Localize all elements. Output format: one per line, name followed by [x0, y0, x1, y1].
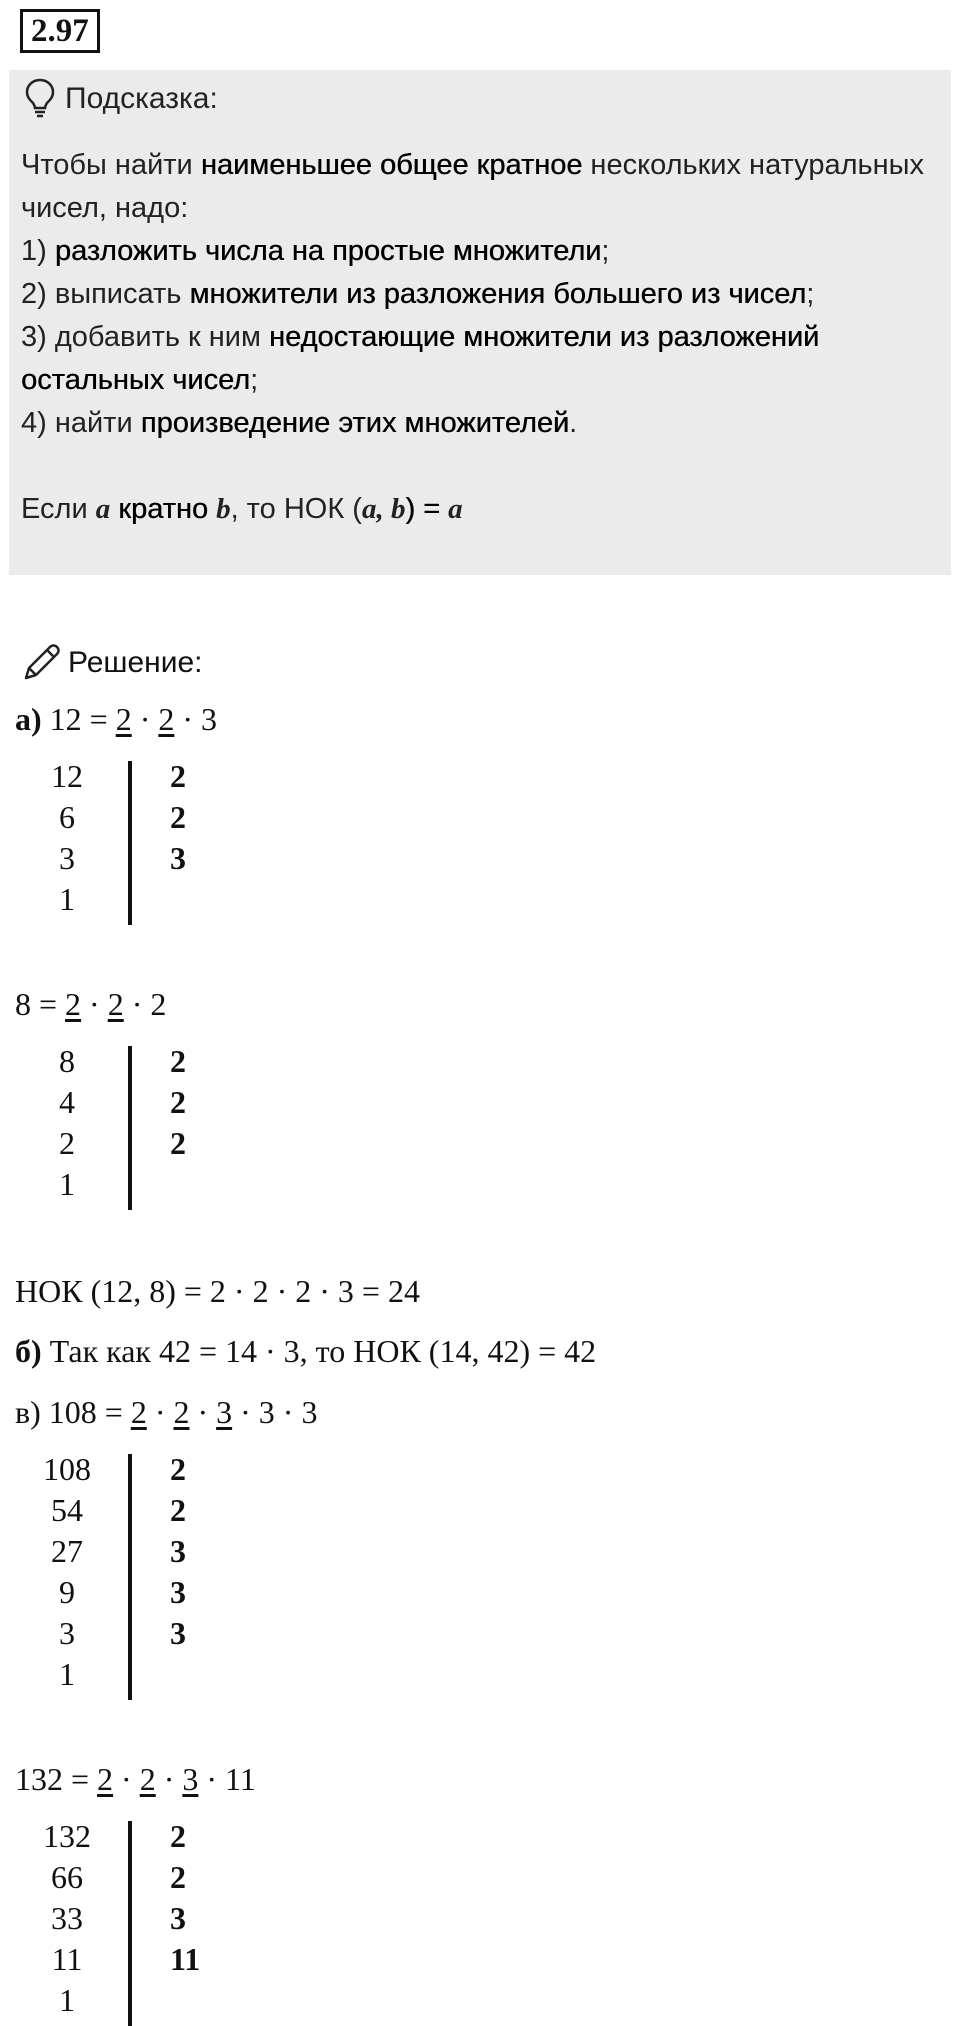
part-label: в): [15, 1394, 41, 1430]
hint-step: [21, 402, 941, 445]
underlined-factor: 2: [158, 701, 175, 737]
eq-text: Так как 42 = 14 · 3, то НОК (14, 42) = 42: [41, 1333, 597, 1369]
hint-text: ;: [806, 278, 815, 310]
quotient: 108: [43, 1451, 91, 1487]
quotient: 1: [59, 1656, 75, 1692]
eq-text: ·: [131, 701, 159, 737]
rule-var: a: [448, 493, 463, 525]
prime-divisor: 2: [170, 758, 186, 794]
rule-var: b: [390, 493, 406, 525]
underlined-factor: 2: [139, 1761, 156, 1797]
rule-var: a: [361, 493, 377, 525]
hint-body: [21, 144, 941, 531]
division-bar: [128, 1046, 132, 1210]
lightbulb-icon: [23, 76, 57, 118]
hint-text: Чтобы найти: [21, 149, 201, 181]
pencil-icon: [20, 640, 64, 684]
prime-divisor: 11: [170, 1941, 201, 1977]
quotient: 2: [59, 1125, 75, 1161]
hint-keyterm: недостающие множители из разложений остальных чисел: [21, 321, 820, 396]
quotient: 12: [51, 758, 83, 794]
eq-text: 132 =: [15, 1761, 98, 1797]
rule-text: кратно: [110, 493, 217, 525]
hint-text: ;: [250, 364, 259, 396]
eq-text: · 3 · 3: [232, 1394, 318, 1430]
hint-step: [21, 273, 941, 316]
rule-text: ) =: [405, 493, 449, 525]
prime-divisor: 3: [170, 1574, 186, 1610]
prime-divisor: 3: [170, 1900, 186, 1936]
hint-text: .: [569, 407, 578, 439]
hint-text: 4) найти: [21, 407, 141, 439]
quotient: 8: [59, 1043, 75, 1079]
hint-rule: [21, 488, 941, 531]
rule-var: a: [95, 493, 111, 525]
underlined-factor: 2: [173, 1394, 190, 1430]
quotient: 6: [59, 799, 75, 835]
prime-divisor: 3: [170, 1533, 186, 1569]
prime-divisor: 2: [170, 799, 186, 835]
quotient: 1: [59, 881, 75, 917]
eq-text: ·: [146, 1394, 174, 1430]
eq-text: · 11: [198, 1761, 256, 1797]
part-label: а): [15, 701, 42, 737]
hint-title: Подсказка:: [65, 82, 218, 115]
hint-keyterm: наименьшее общее кратное: [200, 149, 583, 181]
division-bar: [128, 1821, 132, 2026]
division-bar: [128, 761, 132, 925]
quotient: 4: [59, 1084, 75, 1120]
quotient: 1: [59, 1982, 75, 2018]
quotient: 132: [43, 1818, 91, 1854]
quotient: 27: [51, 1533, 83, 1569]
equation-108: [15, 1394, 317, 1431]
quotient: 11: [51, 1941, 83, 1977]
eq-text: 108 =: [40, 1394, 131, 1430]
rule-text: , то: [230, 493, 284, 525]
hint-text: 2) выписать: [21, 278, 190, 310]
solution-title: Решение:: [68, 646, 203, 679]
prime-divisor: 3: [170, 1615, 186, 1651]
prime-divisor: 2: [170, 1043, 186, 1079]
quotient: 3: [59, 840, 75, 876]
hint-keyterm: произведение этих множителей: [140, 407, 570, 439]
hint-intro: [21, 144, 941, 230]
quotient: 66: [51, 1859, 83, 1895]
quotient: 54: [51, 1492, 83, 1528]
prime-divisor: 2: [170, 1859, 186, 1895]
hint-keyterm: разложить числа на простые множители: [54, 235, 602, 267]
part-label: б): [15, 1333, 42, 1369]
underlined-factor: 3: [182, 1761, 199, 1797]
hint-text: 3) добавить к ним: [21, 321, 269, 353]
underlined-factor: 2: [115, 701, 132, 737]
underlined-factor: 2: [65, 986, 82, 1022]
prime-divisor: 2: [170, 1084, 186, 1120]
underlined-factor: 3: [216, 1394, 233, 1430]
rule-text: ,: [376, 493, 391, 525]
hint-step: [21, 316, 941, 402]
problem-number: 2.97: [20, 9, 100, 53]
rule-text: НОК (: [283, 493, 362, 525]
hint-keyterm: множители из разложения большего из чисел: [189, 278, 807, 310]
division-bar: [128, 1454, 132, 1700]
prime-divisor: 2: [170, 1451, 186, 1487]
quotient: 33: [51, 1900, 83, 1936]
eq-text: 12 =: [41, 701, 116, 737]
eq-text: ·: [189, 1394, 217, 1430]
prime-divisor: 2: [170, 1125, 186, 1161]
quotient: 9: [59, 1574, 75, 1610]
eq-text: 8 =: [15, 986, 66, 1022]
equation-8: [15, 986, 166, 1023]
prime-divisor: 2: [170, 1492, 186, 1528]
eq-text: ·: [113, 1761, 140, 1797]
quotient: 3: [59, 1615, 75, 1651]
equation-12: [15, 701, 217, 738]
hint-box: [9, 70, 951, 575]
rule-var: b: [216, 493, 231, 525]
prime-divisor: 2: [170, 1818, 186, 1854]
hint-step: [21, 230, 941, 273]
quotient: 1: [59, 1166, 75, 1202]
lcm-result-a: НОК (12, 8) = 2 · 2 · 2 · 3 = 24: [15, 1273, 420, 1309]
prime-divisor: 3: [170, 840, 186, 876]
eq-text: ·: [155, 1761, 183, 1797]
hint-text: ;: [601, 235, 610, 267]
underlined-factor: 2: [107, 986, 124, 1022]
underlined-factor: 2: [130, 1394, 147, 1430]
underlined-factor: 2: [97, 1761, 114, 1797]
part-b: [15, 1333, 596, 1370]
rule-text: Если: [21, 493, 96, 525]
eq-text: ·: [81, 986, 108, 1022]
hint-text: нескольких натуральных чисел, надо:: [21, 149, 924, 224]
eq-text: · 2: [123, 986, 167, 1022]
hint-text: 1): [21, 235, 55, 267]
equation-132: [15, 1761, 256, 1798]
solution-heading: [20, 640, 203, 692]
eq-text: · 3: [174, 701, 218, 737]
